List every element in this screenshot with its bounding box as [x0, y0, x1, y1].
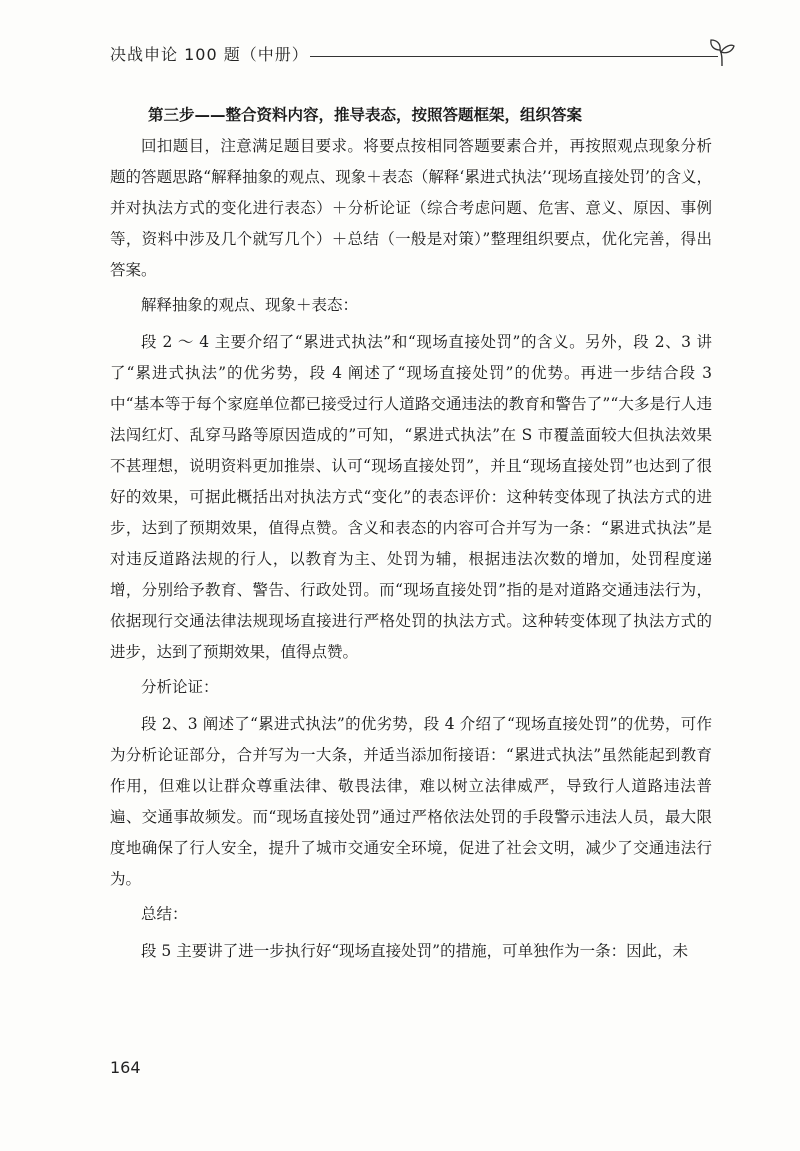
- page-number: 164: [110, 1058, 141, 1077]
- running-header: [110, 38, 730, 78]
- intro-paragraph: 回扣题目，注意满足题目要求。将要点按相同答题要素合并，再按照观点现象分析题的答题思路“解释抽象的观点、现象＋表态（解释‘累进式执法’‘现场直接处罚’的含义，并对执法方式的变化进行表态）＋分析论证（综合考虑问题、危害、意义、原因、事例等，资料中涉及几个就写几个）＋总结（一般是对策）”整理组织要点，优化完善，得出答案。: [110, 137, 712, 279]
- header-rule: [310, 56, 718, 57]
- sprout-icon: [708, 38, 736, 68]
- section-label-explain: 解释抽象的观点、现象＋表态：: [141, 296, 359, 314]
- section-body-analysis: 段 2、3 阐述了“累进式执法”的优劣势，段 4 介绍了“现场直接处罚”的优势，可作为分析论证部分，合并写为一大条，并适当添加衔接语：“累进式执法”虽然能起到教育作用，但难以让群众尊重法律、敬畏法律，难以树立法律威严，导致行人道路违法普遍、交通事故频发。而“现场直接处罚”通过严格依法处罚的手段警示违法人员，最大限度地确保了行人安全，提升了城市交通安全环境，促进了社会文明，减少了交通违法行为。: [110, 715, 712, 888]
- section-body-summary: 段 5 主要讲了进一步执行好“现场直接处罚”的措施，可单独作为一条：因此，未: [141, 942, 689, 960]
- step-heading: 第三步——整合资料内容，推导表态，按照答题框架，组织答案: [148, 106, 583, 124]
- section-body-explain: 段 2 ～ 4 主要介绍了“累进式执法”和“现场直接处罚”的含义。另外，段 2、3 讲了“累进式执法”的优劣势，段 4 阐述了“现场直接处罚”的优势。再进一步结合段 3 中“基本等于每个家庭单位都已接受过行人道路交通违法的教育和警告了”“大多是行人违法闯红灯、乱穿马路等原因造成的”可知，“累进式执法”在 S 市覆盖面较大但执法效果不甚理想，说明资料更加推崇、认可“现场直接处罚”，并且“现场直接处罚”也达到了很好的效果，可据此概括出对执法方式“变化”的表态评价：这种转变体现了执法方式的进步，达到了预期效果，值得点赞。含义和表态的内容可合并写为一条：“累进式执法”是对违反道路法规的行人，以教育为主、处罚为辅，根据违法次数的增加，处罚程度递增，分别给予教育、警告、行政处罚。而“现场直接处罚”指的是对道路交通违法行为，依据现行交通法律法规现场直接进行严格处罚的执法方式。这种转变体现了执法方式的进步，达到了预期效果，值得点赞。: [110, 333, 712, 661]
- main-content: [110, 100, 712, 971]
- section-label-analysis: 分析论证：: [141, 678, 219, 696]
- section-label-summary: 总结：: [141, 905, 188, 923]
- book-title: 决战申论 100 题（中册）: [110, 45, 309, 64]
